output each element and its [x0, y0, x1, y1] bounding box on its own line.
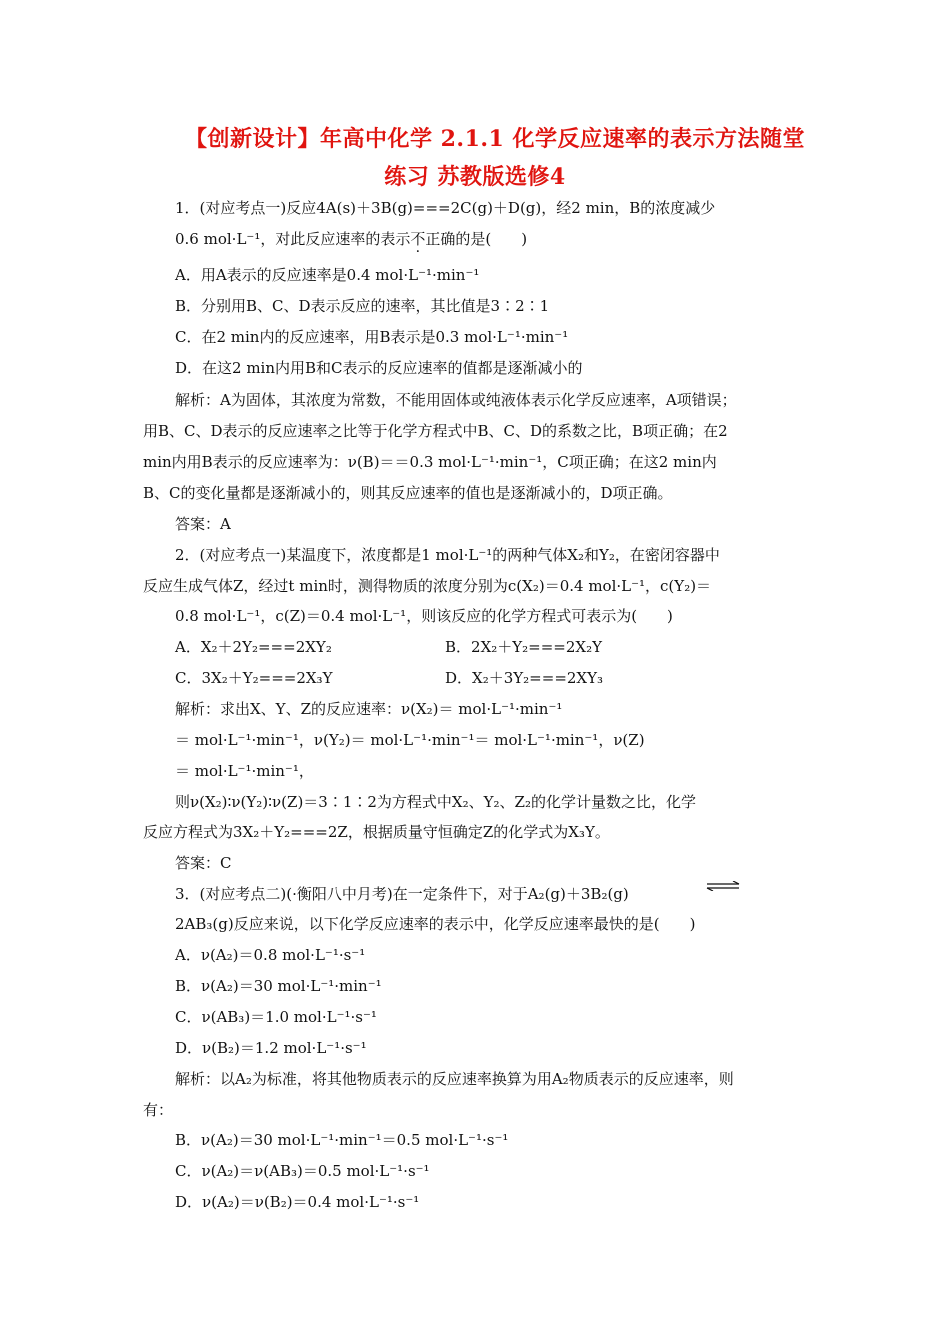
document-title-line1: 【创新设计】年高中化学 2.1.1 化学反应速率的表示方法随堂 [184, 126, 806, 152]
q2-explanation-line5: 反应方程式为3X₂＋Y₂===2Z，根据质量守恒确定Z的化学式为X₃Y。 [143, 823, 610, 841]
q3-explanation-line2: 有： [143, 1101, 174, 1119]
q1-stem-line2-pre: 0.6 mol·L⁻¹，对此反应速率的表示 [175, 230, 411, 248]
q3-stem-line2: 2AB₃(g)反应来说，以下化学反应速率的表示中，化学反应速率最快的是( ) [175, 915, 696, 933]
q3-option-d: D．ν(B₂)＝1.2 mol·L⁻¹·s⁻¹ [175, 1039, 367, 1057]
q1-explanation-line2: 用B、C、D表示的反应速率之比等于化学方程式中B、C、D的系数之比，B项正确；在2 [143, 422, 728, 440]
q1-emphasis-char: 不 [410, 230, 426, 248]
q2-option-a: A．X₂＋2Y₂===2XY₂ [175, 638, 332, 656]
q1-option-d: D．在这2 min内用B和C表示的反应速率的值都是逐渐减小的 [175, 359, 583, 377]
q3-explanation-d: D．ν(A₂)＝ν(B₂)＝0.4 mol·L⁻¹·s⁻¹ [175, 1193, 420, 1211]
q3-stem-line1: 3．(对应考点二)(·衡阳八中月考)在一定条件下，对于A₂(g)＋3B₂(g) [175, 885, 629, 903]
q2-stem-line2: 反应生成气体Z，经过t min时，测得物质的浓度分别为c(X₂)＝0.4 mol·L⁻¹，c(Y₂)＝ [143, 577, 712, 595]
q3-option-b: B．ν(A₂)＝30 mol·L⁻¹·min⁻¹ [175, 977, 382, 995]
q2-stem-line1: 2．(对应考点一)某温度下，浓度都是1 mol·L⁻¹的两种气体X₂和Y₂，在密闭容器中 [175, 546, 720, 564]
q2-option-d: D．X₂＋3Y₂===2XY₃ [445, 669, 604, 687]
q1-option-b: B．分别用B、C、D表示反应的速率，其比值是3∶2∶1 [175, 297, 550, 315]
q2-explanation-line2: ＝ mol·L⁻¹·min⁻¹，ν(Y₂)＝ mol·L⁻¹·min⁻¹＝ mol·L⁻¹·min⁻¹，ν(Z) [175, 731, 645, 749]
q3-explanation-c: C．ν(A₂)＝ν(AB₃)＝0.5 mol·L⁻¹·s⁻¹ [175, 1162, 430, 1180]
reversible-arrow-icon [706, 881, 740, 891]
q1-explanation-line3: min内用B表示的反应速率为：ν(B)＝＝0.3 mol·L⁻¹·min⁻¹，C项正确；在这2 min内 [143, 453, 717, 471]
q1-option-a: A．用A表示的反应速率是0.4 mol·L⁻¹·min⁻¹ [175, 266, 480, 284]
q2-explanation-line3: ＝ mol·L⁻¹·min⁻¹， [175, 762, 314, 780]
q1-explanation-line1: 解析：A为固体，其浓度为常数，不能用固体或纯液体表示化学反应速率，A项错误； [175, 391, 737, 409]
q3-option-a: A．ν(A₂)＝0.8 mol·L⁻¹·s⁻¹ [175, 946, 366, 964]
q1-answer: 答案：A [175, 515, 231, 533]
q3-explanation-b: B．ν(A₂)＝30 mol·L⁻¹·min⁻¹＝0.5 mol·L⁻¹·s⁻¹ [175, 1131, 509, 1149]
q2-answer: 答案：C [175, 854, 232, 872]
q1-stem-line2 [175, 229, 527, 249]
q1-option-c: C．在2 min内的反应速率，用B表示是0.3 mol·L⁻¹·min⁻¹ [175, 328, 569, 346]
q3-option-c: C．ν(AB₃)＝1.0 mol·L⁻¹·s⁻¹ [175, 1008, 377, 1026]
q1-explanation-line4: B、C的变化量都是逐渐减小的，则其反应速率的值也是逐渐减小的，D项正确。 [143, 484, 673, 502]
q1-stem-line2-post: 正确的是( ) [425, 230, 528, 248]
q2-stem-line3: 0.8 mol·L⁻¹，c(Z)＝0.4 mol·L⁻¹，则该反应的化学方程式可表示为( ) [175, 607, 673, 625]
q2-option-b: B．2X₂＋Y₂===2X₂Y [445, 638, 603, 656]
q3-explanation-line1: 解析：以A₂为标准，将其他物质表示的反应速率换算为用A₂物质表示的反应速率，则 [175, 1070, 734, 1088]
document-title-line2: 练习 苏教版选修4 [384, 164, 566, 190]
q2-explanation-line1: 解析：求出X、Y、Z的反应速率：ν(X₂)＝ mol·L⁻¹·min⁻¹ [175, 700, 563, 718]
q2-option-c: C．3X₂＋Y₂===2X₃Y [175, 669, 333, 687]
q1-stem-line1: 1．(对应考点一)反应4A(s)＋3B(g)===2C(g)＋D(g)，经2 min，B的浓度减少 [175, 199, 716, 217]
q2-explanation-line4: 则ν(X₂)∶ν(Y₂)∶ν(Z)＝3∶1∶2为方程式中X₂、Y₂、Z₂的化学计量数之比，化学 [175, 793, 696, 811]
